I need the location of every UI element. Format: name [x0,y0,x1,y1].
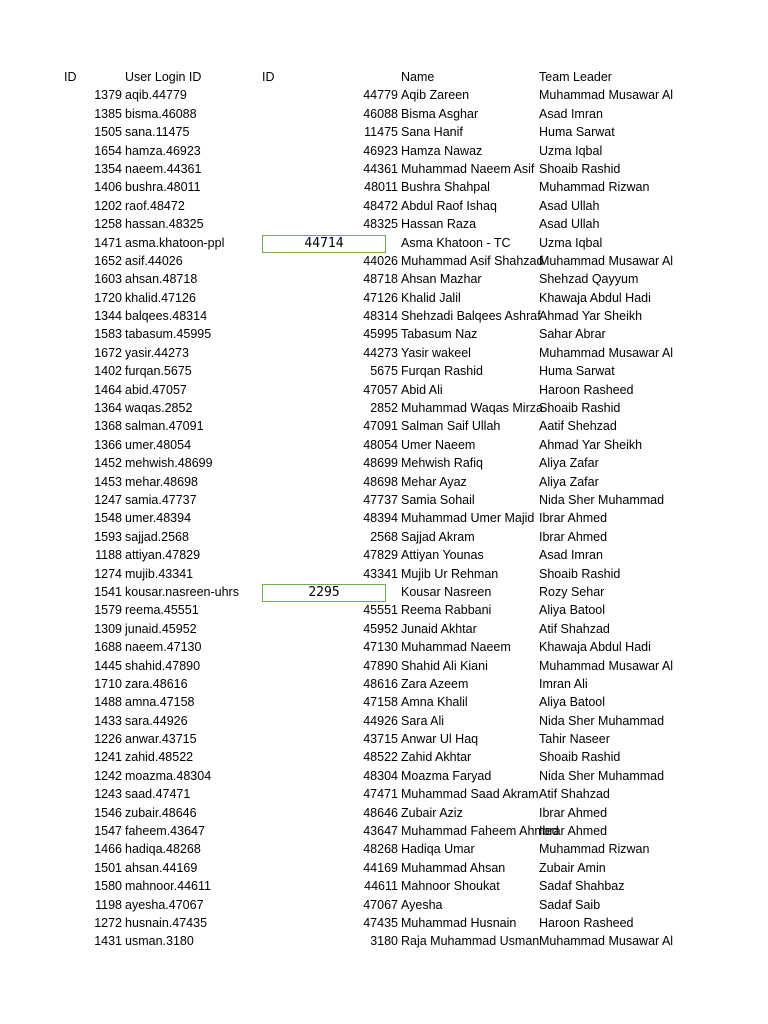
cell-team-leader[interactable]: Muhammad Rizwan [539,842,650,857]
cell-id-2[interactable]: 2295 [262,584,386,602]
table-row [0,142,768,160]
cell-name[interactable]: Furqan Rashid [401,364,483,379]
cell-id[interactable]: 1247 [94,492,122,507]
cell-team-leader[interactable]: Muhammad Musawar Al [539,253,674,268]
cell-team-leader[interactable]: Haroon Rasheed [539,382,634,397]
cell-id-2[interactable]: 44026 [363,253,398,268]
table-row [0,252,768,270]
cell-team-leader[interactable]: Shoaib Rashid [539,161,621,176]
cell-name[interactable]: Sara Ali [401,713,445,728]
table-row [0,583,768,601]
cell-name[interactable]: Umer Naeem [401,437,476,452]
cell-id-2[interactable]: 47471 [363,787,398,802]
table-row [0,712,768,730]
cell-id[interactable]: 1541 [94,584,122,599]
cell-id[interactable]: 1344 [94,309,122,324]
cell-id[interactable]: 1546 [94,805,122,820]
cell-name[interactable]: Hassan Raza [401,217,477,232]
cell-id[interactable]: 1471 [94,235,122,250]
table-row [0,601,768,619]
cell-user-login-id[interactable]: raof.48472 [125,198,185,213]
cell-id[interactable]: 1466 [94,842,122,857]
cell-id[interactable]: 1580 [94,879,122,894]
cell-id-2[interactable]: 44926 [363,713,398,728]
table-row [0,785,768,803]
cell-team-leader[interactable]: Muhammad Musawar Al [539,345,674,360]
cell-id[interactable]: 1198 [95,897,122,912]
table-row [0,454,768,472]
cell-id[interactable]: 1453 [94,474,122,489]
cell-id[interactable]: 1364 [94,401,122,416]
cell-id-2[interactable]: 45952 [363,621,398,636]
cell-team-leader[interactable]: Sadaf Shahbaz [539,879,625,894]
cell-team-leader[interactable]: Sahar Abrar [539,327,606,342]
cell-id-2[interactable]: 47435 [363,915,398,930]
cell-team-leader[interactable]: Asad Imran [539,106,603,121]
cell-name[interactable]: Abid Ali [401,382,443,397]
cell-id[interactable]: 1547 [94,824,122,839]
header-team-leader[interactable]: Team Leader [539,70,612,84]
cell-team-leader[interactable]: Huma Sarwat [539,364,615,379]
table-row [0,491,768,509]
cell-id-2[interactable]: 43647 [363,824,398,839]
cell-team-leader[interactable]: Asad Imran [539,548,603,563]
cell-name[interactable]: Zubair Aziz [401,805,463,820]
cell-user-login-id[interactable]: shahid.47890 [125,658,201,673]
cell-id-2[interactable]: 44169 [363,860,398,875]
cell-id[interactable]: 1309 [94,621,122,636]
cell-id[interactable]: 1710 [94,676,122,691]
cell-id[interactable]: 1593 [94,529,122,544]
table-row [0,657,768,675]
cell-id[interactable]: 1241 [94,750,122,765]
cell-team-leader[interactable]: Ibrar Ahmed [539,805,608,820]
table-row [0,417,768,435]
cell-team-leader[interactable]: Shoaib Rashid [539,566,621,581]
cell-team-leader[interactable]: Shehzad Qayyum [539,272,639,287]
spreadsheet [0,68,768,951]
cell-name[interactable]: Reema Rabbani [401,603,492,618]
cell-id[interactable]: 1385 [94,106,122,121]
cell-id[interactable]: 1464 [94,382,122,397]
cell-user-login-id[interactable]: sara.44926 [125,713,188,728]
cell-id[interactable]: 1501 [94,860,122,875]
cell-user-login-id[interactable]: amna.47158 [125,695,195,710]
cell-user-login-id[interactable]: waqas.2852 [125,401,193,416]
cell-name[interactable]: Anwar Ul Haq [401,732,479,747]
cell-team-leader[interactable]: Atif Shahzad [539,621,610,636]
cell-id[interactable]: 1720 [94,290,122,305]
cell-user-login-id[interactable]: sana.11475 [125,125,190,140]
cell-user-login-id[interactable]: faheem.43647 [125,824,205,839]
cell-user-login-id[interactable]: bushra.48011 [125,180,201,195]
cell-id[interactable]: 1688 [94,640,122,655]
cell-name[interactable]: Muhammad Umer Majid [401,511,535,526]
cell-team-leader[interactable]: Nida Sher Muhammad [539,768,665,783]
cell-id[interactable]: 1445 [94,658,122,673]
header-name[interactable]: Name [401,70,435,84]
cell-name[interactable]: Zara Azeem [401,676,469,691]
cell-id[interactable]: 1431 [94,934,122,949]
cell-team-leader[interactable]: Huma Sarwat [539,125,615,140]
cell-id-2[interactable]: 46088 [363,106,398,121]
table-row [0,565,768,583]
cell-team-leader[interactable]: Haroon Rasheed [539,915,634,930]
table-row [0,105,768,123]
table-row [0,509,768,527]
cell-user-login-id[interactable]: ahsan.48718 [125,272,198,287]
cell-user-login-id[interactable]: mahnoor.44611 [125,879,211,894]
cell-team-leader[interactable]: Khawaja Abdul Hadi [539,290,651,305]
cell-user-login-id[interactable]: zubair.48646 [125,805,197,820]
cell-id-2[interactable]: 47158 [363,695,398,710]
cell-id[interactable]: 1354 [94,161,122,176]
cell-team-leader[interactable]: Muhammad Musawar Al [539,658,674,673]
cell-id[interactable]: 1258 [94,217,122,232]
cell-id-2[interactable]: 47126 [363,290,398,305]
cell-team-leader[interactable]: Aliya Batool [539,603,606,618]
cell-team-leader[interactable]: Zubair Amin [539,860,606,875]
cell-name[interactable]: Muhammad Faheem Ahmed [401,824,559,839]
cell-team-leader[interactable]: Asad Ullah [539,198,600,213]
cell-user-login-id[interactable]: samia.47737 [125,492,197,507]
cell-user-login-id[interactable]: asif.44026 [125,253,183,268]
cell-user-login-id[interactable]: ahsan.44169 [125,860,198,875]
table-row [0,307,768,325]
cell-id-2[interactable]: 48718 [363,272,398,287]
cell-id-2[interactable]: 48616 [363,676,398,691]
cell-name[interactable]: Shehzadi Balqees Ashraf [401,309,541,324]
table-row [0,767,768,785]
table-row [0,693,768,711]
cell-id-2[interactable]: 44361 [363,161,398,176]
cell-team-leader[interactable]: Ibrar Ahmed [539,824,608,839]
table-row [0,730,768,748]
cell-name[interactable]: Muhammad Naeem [401,640,511,655]
cell-user-login-id[interactable]: mehar.48698 [125,474,198,489]
cell-id-2[interactable]: 47091 [363,419,398,434]
cell-user-login-id[interactable]: sajjad.2568 [125,529,189,544]
cell-team-leader[interactable]: Aliya Zafar [539,474,599,489]
cell-id[interactable]: 1654 [94,143,122,158]
cell-name[interactable]: Junaid Akhtar [401,621,477,636]
cell-id-2[interactable]: 45995 [363,327,398,342]
cell-user-login-id[interactable]: naeem.47130 [125,640,202,655]
cell-id[interactable]: 1242 [94,768,122,783]
table-row [0,804,768,822]
table-row [0,620,768,638]
cell-team-leader[interactable]: Atif Shahzad [539,787,610,802]
cell-id-2[interactable]: 47130 [363,640,398,655]
cell-name[interactable]: Sana Hanif [401,125,463,140]
cell-user-login-id[interactable]: naeem.44361 [125,161,202,176]
cell-user-login-id[interactable]: furqan.5675 [125,364,192,379]
cell-id-2[interactable]: 48304 [363,768,398,783]
table-row [0,914,768,932]
cell-id-2[interactable]: 48314 [363,309,398,324]
cell-id-2[interactable]: 48011 [364,180,398,195]
cell-team-leader[interactable]: Khawaja Abdul Hadi [539,640,651,655]
cell-id[interactable]: 1505 [94,125,122,140]
cell-id-2[interactable]: 44779 [363,88,398,103]
cell-id-2[interactable]: 44611 [364,879,398,894]
table-row [0,344,768,362]
cell-name[interactable]: Raja Muhammad Usman [401,934,540,949]
cell-user-login-id[interactable]: umer.48394 [125,511,192,526]
cell-team-leader[interactable]: Shoaib Rashid [539,750,621,765]
cell-name[interactable]: Muhammad Husnain [401,915,517,930]
cell-id-2[interactable]: 48698 [363,474,398,489]
cell-user-login-id[interactable]: husnain.47435 [125,915,208,930]
cell-name[interactable]: Tabasum Naz [401,327,478,342]
table-row [0,528,768,546]
cell-id-2[interactable]: 47829 [363,548,398,563]
cell-name[interactable]: Moazma Faryad [401,768,492,783]
cell-team-leader[interactable]: Sadaf Saib [539,897,601,912]
table-row [0,473,768,491]
cell-name[interactable]: Asma Khatoon - TC [401,235,511,250]
cell-id-2[interactable]: 44273 [363,345,398,360]
cell-team-leader[interactable]: Nida Sher Muhammad [539,713,665,728]
cell-team-leader[interactable]: Shoaib Rashid [539,401,621,416]
cell-user-login-id[interactable]: moazma.48304 [125,768,212,783]
table-row [0,546,768,564]
cell-name[interactable]: Muhammad Ahsan [401,860,506,875]
cell-name[interactable]: Attiyan Younas [401,548,484,563]
cell-team-leader[interactable]: Muhammad Rizwan [539,180,650,195]
cell-user-login-id[interactable]: hamza.46923 [125,143,201,158]
cell-id[interactable]: 1603 [94,272,122,287]
cell-team-leader[interactable]: Imran Ali [539,676,588,691]
cell-id[interactable]: 1583 [94,327,122,342]
cell-id[interactable]: 1202 [94,198,122,213]
table-row [0,877,768,895]
cell-user-login-id[interactable]: mehwish.48699 [125,456,213,471]
cell-name[interactable]: Muhammad Asif Shahzad [401,253,544,268]
cell-team-leader[interactable]: Aliya Zafar [539,456,599,471]
cell-id[interactable]: 1548 [94,511,122,526]
cell-name[interactable]: Mujib Ur Rehman [401,566,499,581]
cell-name[interactable]: Amna Khalil [401,695,468,710]
cell-user-login-id[interactable]: salman.47091 [125,419,204,434]
cell-user-login-id[interactable]: kousar.nasreen-uhrs [125,584,239,599]
cell-id-2[interactable]: 48699 [363,456,398,471]
cell-id-2[interactable]: 43715 [363,732,398,747]
cell-user-login-id[interactable]: abid.47057 [125,382,187,397]
cell-id[interactable]: 1274 [94,566,122,581]
table-row [0,270,768,288]
cell-id-2[interactable]: 2852 [370,401,398,416]
cell-name[interactable]: Khalid Jalil [401,290,461,305]
cell-name[interactable]: Mahnoor Shoukat [401,879,500,894]
table-row [0,289,768,307]
cell-team-leader[interactable]: Uzma Iqbal [539,235,603,250]
cell-user-login-id[interactable]: khalid.47126 [125,290,196,305]
cell-id-2[interactable]: 48646 [363,805,398,820]
cell-user-login-id[interactable]: usman.3180 [125,934,194,949]
cell-id[interactable]: 1226 [94,732,122,747]
cell-user-login-id[interactable]: saad.47471 [125,787,191,802]
table-row [0,381,768,399]
cell-name[interactable]: Ayesha [401,897,443,912]
table-row [0,178,768,196]
cell-team-leader[interactable]: Nida Sher Muhammad [539,492,665,507]
cell-id[interactable]: 1188 [95,548,122,563]
cell-user-login-id[interactable]: balqees.48314 [125,309,208,324]
cell-name[interactable]: Shahid Ali Kiani [401,658,488,673]
cell-id-2[interactable]: 47057 [363,382,398,397]
cell-user-login-id[interactable]: ayesha.47067 [125,897,204,912]
cell-name[interactable]: Hadiqa Umar [401,842,475,857]
table-row [0,123,768,141]
cell-id[interactable]: 1652 [94,253,122,268]
table-row [0,932,768,950]
cell-id[interactable]: 1406 [94,180,122,195]
cell-id[interactable]: 1272 [94,915,122,930]
table-body [0,86,768,950]
cell-user-login-id[interactable]: umer.48054 [125,437,192,452]
cell-name[interactable]: Sajjad Akram [401,529,475,544]
cell-team-leader[interactable]: Ibrar Ahmed [539,529,608,544]
cell-id-2[interactable]: 5675 [370,364,398,379]
cell-user-login-id[interactable]: reema.45551 [125,603,199,618]
table-row [0,234,768,252]
table-row [0,748,768,766]
cell-id-2[interactable]: 48472 [363,198,398,213]
table-row [0,362,768,380]
cell-id[interactable]: 1433 [94,713,122,728]
cell-id-2[interactable]: 48522 [363,750,398,765]
cell-user-login-id[interactable]: yasir.44273 [125,345,189,360]
cell-team-leader[interactable]: Aatif Shehzad [539,419,617,434]
cell-id-2[interactable]: 47737 [363,492,398,507]
cell-team-leader[interactable]: Tahir Naseer [539,732,610,747]
cell-id[interactable]: 1379 [94,88,122,103]
table-row [0,840,768,858]
cell-name[interactable]: Muhammad Naeem Asif [401,161,535,176]
table-row [0,436,768,454]
table-row [0,859,768,877]
cell-id-2[interactable]: 44714 [262,235,386,253]
cell-name[interactable]: Ahsan Mazhar [401,272,482,287]
table-row [0,896,768,914]
cell-name[interactable]: Mehar Ayaz [401,474,467,489]
cell-team-leader[interactable]: Muhammad Musawar Al [539,88,674,103]
cell-name[interactable]: Mehwish Rafiq [401,456,483,471]
cell-name[interactable]: Aqib Zareen [401,88,470,103]
cell-user-login-id[interactable]: mujib.43341 [125,566,194,581]
cell-id-2[interactable]: 48054 [363,437,398,452]
header-row [0,68,768,86]
header-user-login-id[interactable]: User Login ID [125,70,202,84]
cell-name[interactable]: Kousar Nasreen [401,584,492,599]
cell-id[interactable]: 1672 [94,345,122,360]
cell-id-2[interactable]: 43341 [363,566,398,581]
table-row [0,86,768,104]
cell-user-login-id[interactable]: hassan.48325 [125,217,204,232]
table-row [0,675,768,693]
table-row [0,160,768,178]
cell-id[interactable]: 1452 [94,456,122,471]
cell-user-login-id[interactable]: tabasum.45995 [125,327,212,342]
cell-user-login-id[interactable]: junaid.45952 [125,621,197,636]
cell-user-login-id[interactable]: zara.48616 [125,676,188,691]
cell-name[interactable]: Bisma Asghar [401,106,479,121]
cell-team-leader[interactable]: Ibrar Ahmed [539,511,608,526]
cell-id[interactable]: 1488 [94,695,122,710]
cell-id-2[interactable]: 45551 [363,603,398,618]
cell-team-leader[interactable]: Asad Ullah [539,217,600,232]
cell-id-2[interactable]: 48268 [363,842,398,857]
table-row [0,325,768,343]
cell-team-leader[interactable]: Muhammad Musawar Al [539,934,674,949]
cell-team-leader[interactable]: Rozy Sehar [539,584,605,599]
cell-user-login-id[interactable]: asma.khatoon-ppl [125,235,225,250]
cell-id-2[interactable]: 48394 [363,511,398,526]
header-id-2[interactable]: ID [262,70,275,84]
cell-id[interactable]: 1368 [94,419,122,434]
cell-user-login-id[interactable]: bisma.46088 [125,106,197,121]
cell-name[interactable]: Salman Saif Ullah [401,419,501,434]
header-id[interactable]: ID [64,70,77,84]
cell-user-login-id[interactable]: attiyan.47829 [125,548,201,563]
cell-id-2[interactable]: 47890 [363,658,398,673]
table-row [0,399,768,417]
cell-id-2[interactable]: 48325 [363,217,398,232]
cell-id-2[interactable]: 2568 [370,529,398,544]
cell-name[interactable]: Muhammad Waqas Mirza [401,401,543,416]
cell-id[interactable]: 1243 [94,787,122,802]
cell-id-2[interactable]: 47067 [363,897,398,912]
cell-team-leader[interactable]: Ahmad Yar Sheikh [539,437,643,452]
cell-user-login-id[interactable]: aqib.44779 [125,88,187,103]
cell-id-2[interactable]: 46923 [363,143,398,158]
cell-id-2[interactable]: 3180 [370,934,398,949]
cell-team-leader[interactable]: Ahmad Yar Sheikh [539,309,643,324]
table-row [0,197,768,215]
cell-name[interactable]: Yasir wakeel [401,345,471,360]
cell-user-login-id[interactable]: anwar.43715 [125,732,197,747]
cell-id-2[interactable]: 11475 [364,125,398,140]
cell-name[interactable]: Samia Sohail [401,492,475,507]
cell-id[interactable]: 1402 [94,364,122,379]
cell-user-login-id[interactable]: zahid.48522 [125,750,194,765]
cell-name[interactable]: Zahid Akhtar [401,750,472,765]
cell-name[interactable]: Hamza Nawaz [401,143,483,158]
cell-team-leader[interactable]: Aliya Batool [539,695,606,710]
cell-name[interactable]: Abdul Raof Ishaq [401,198,497,213]
cell-id[interactable]: 1366 [94,437,122,452]
table-row [0,215,768,233]
cell-name[interactable]: Muhammad Saad Akram [401,787,539,802]
cell-user-login-id[interactable]: hadiqa.48268 [125,842,201,857]
cell-team-leader[interactable]: Uzma Iqbal [539,143,603,158]
cell-name[interactable]: Bushra Shahpal [401,180,490,195]
cell-id[interactable]: 1579 [94,603,122,618]
table-row [0,822,768,840]
table-row [0,638,768,656]
